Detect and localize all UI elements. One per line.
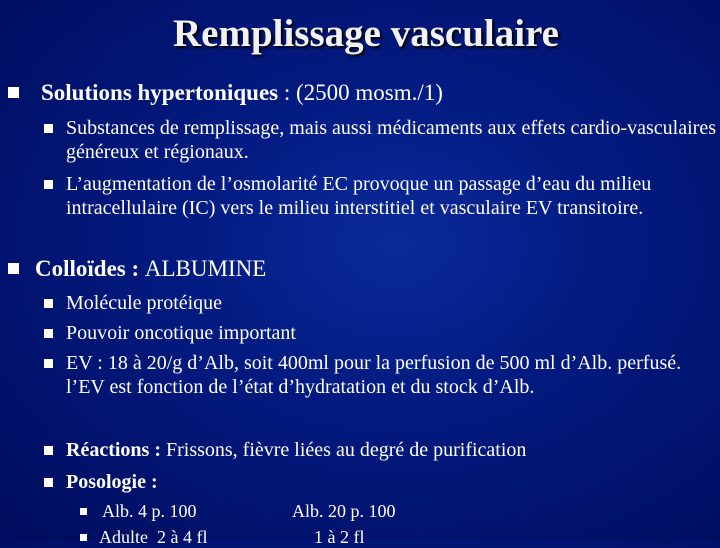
reactions-text: Frissons, fièvre liées au degré de purification xyxy=(165,439,527,461)
posologie-col1: Alb. 4 p. 100 xyxy=(102,501,197,521)
posologie-col1: Adulte 2 à 4 fl xyxy=(99,527,208,547)
list-item-text: Pouvoir oncotique important xyxy=(66,322,296,344)
bullet-square-icon xyxy=(44,180,53,189)
bullet-square-icon xyxy=(44,478,53,487)
section-hypertoniques xyxy=(8,80,443,105)
section-heading: Solutions hypertoniques xyxy=(41,80,279,105)
bullet-square-icon xyxy=(8,263,19,274)
reactions-label: Réactions : xyxy=(66,439,166,461)
list-item xyxy=(44,172,716,220)
section-colloides xyxy=(8,256,266,281)
bullet-square-icon xyxy=(44,124,53,133)
slide-title: Remplissage vasculaire xyxy=(172,12,559,55)
posologie-row xyxy=(80,500,396,522)
bullet-square-icon xyxy=(80,508,87,515)
posologie-label: Posologie : xyxy=(66,471,158,493)
list-item-text: EV : 18 à 20/g d’Alb, soit 400ml pour la perfusion de 500 ml d’Alb. perfusé. l’EV est fonction de l’état d’hydratation et du stock d’Alb. xyxy=(66,352,682,398)
list-item-posologie xyxy=(44,470,716,494)
section-subtitle: : (2500 mosm./1) xyxy=(278,80,443,105)
posologie-col2: 1 à 2 fl xyxy=(314,527,365,547)
list-item-text: L’augmentation de l’osmolarité EC provoque un passage d’eau du milieu intracellulaire (IC) vers le milieu interstitiel et vasculaire EV transitoire. xyxy=(66,173,652,219)
posologie-col2: Alb. 20 p. 100 xyxy=(292,501,396,521)
list-item xyxy=(44,351,716,399)
list-item xyxy=(44,321,716,345)
bullet-square-icon xyxy=(44,329,53,338)
list-item xyxy=(44,291,716,315)
list-item-reactions xyxy=(44,438,716,462)
bullet-square-icon xyxy=(8,87,19,98)
bullet-square-icon xyxy=(44,359,53,368)
list-item-text: Substances de remplissage, mais aussi médicaments aux effets cardio-vasculaires généreux et régionaux. xyxy=(66,117,716,163)
bullet-square-icon xyxy=(44,299,53,308)
section-heading: Colloïdes : xyxy=(35,256,145,281)
bullet-square-icon xyxy=(44,446,53,455)
posologie-row xyxy=(80,526,364,548)
section-subtitle: ALBUMINE xyxy=(144,256,267,281)
list-item xyxy=(44,116,716,164)
list-item-text: Molécule protéique xyxy=(66,292,223,314)
